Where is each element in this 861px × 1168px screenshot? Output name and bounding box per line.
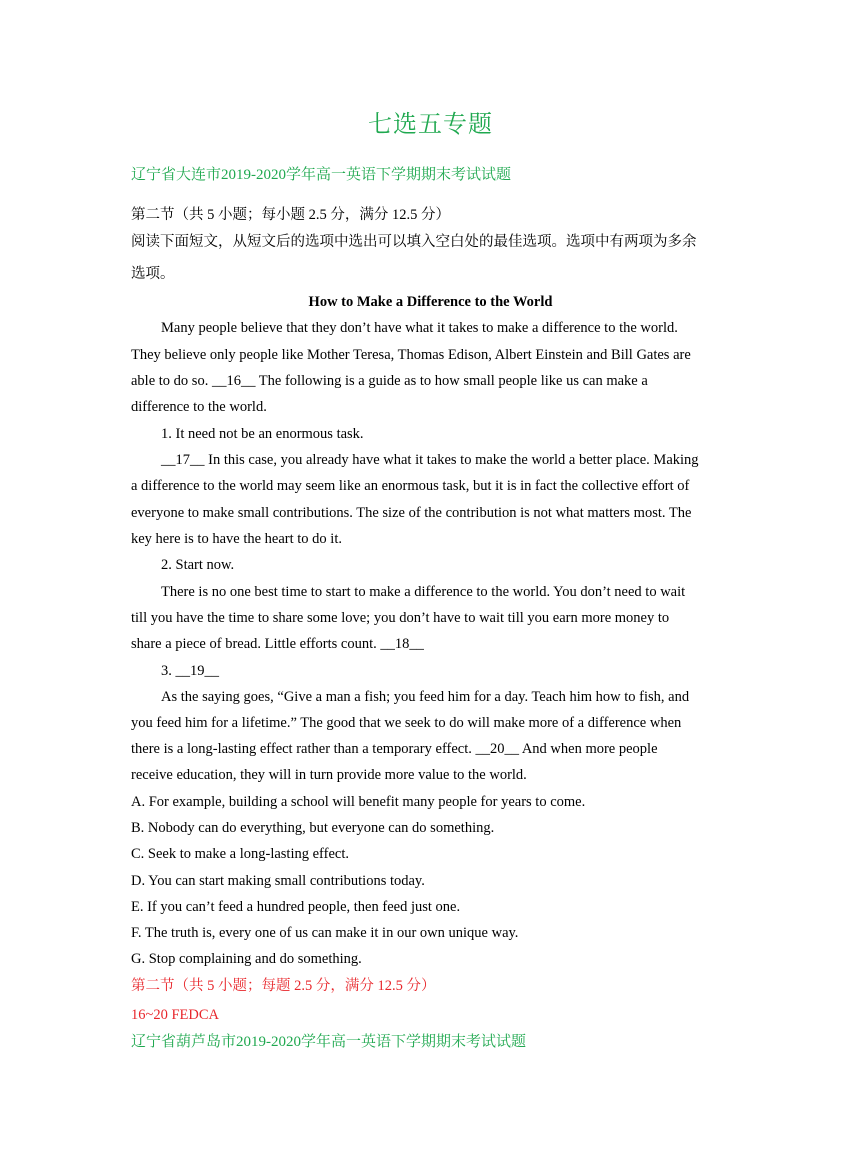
option-e: E. If you can’t feed a hundred people, then feed just one. [131, 899, 461, 915]
passage-line: They believe only people like Mother Teresa, Thomas Edison, Albert Einstein and Bill Gates are [131, 347, 691, 363]
page-title: 七选五专题 [368, 112, 493, 138]
passage-line: 2. Start now. [161, 557, 235, 573]
passage-line: As the saying goes, “Give a man a fish; you feed him for a day. Teach him how to fish, and [161, 689, 690, 705]
option-c: C. Seek to make a long-lasting effect. [131, 846, 349, 862]
passage-line: share a piece of bread. Little efforts count. __18__ [131, 636, 424, 652]
option-a: A. For example, building a school will benefit many people for years to come. [131, 794, 586, 810]
passage-line: __17__ In this case, you already have what it takes to make the world a better place. Making [161, 452, 699, 468]
passage-line: difference to the world. [131, 399, 267, 415]
option-g: G. Stop complaining and do something. [131, 951, 362, 967]
option-b: B. Nobody can do everything, but everyone can do something. [131, 820, 495, 836]
passage-title: How to Make a Difference to the World [308, 294, 553, 310]
passage-line: till you have the time to share some love; you don’t have to wait till you earn more money to [131, 610, 670, 626]
passage-line: key here is to have the heart to do it. [131, 531, 342, 547]
passage-line: receive education, they will in turn provide more value to the world. [131, 767, 527, 783]
option-d: D. You can start making small contributions today. [131, 873, 425, 889]
passage-line: there is a long-lasting effect rather than a temporary effect. __20__ And when more people [131, 741, 658, 757]
instructions-line: 选项。 [131, 266, 175, 282]
source-heading-2: 辽宁省葫芦岛市2019-2020学年高一英语下学期期末考试试题 [131, 1034, 526, 1050]
instructions-line: 阅读下面短文，从短文后的选项中选出可以填入空白处的最佳选项。选项中有两项为多余 [131, 234, 697, 250]
option-f: F. The truth is, every one of us can make it in our own unique way. [131, 925, 519, 941]
passage-line: able to do so. __16__ The following is a guide as to how small people like us can make a [131, 373, 648, 389]
answer-heading: 第二节（共 5 小题；每题 2.5 分，满分 12.5 分） [131, 978, 436, 994]
passage-line: 1. It need not be an enormous task. [161, 426, 364, 442]
passage-line: There is no one best time to start to make a difference to the world. You don’t need to wait [161, 584, 686, 600]
source-heading-1: 辽宁省大连市2019-2020学年高一英语下学期期末考试试题 [131, 167, 511, 183]
section-heading: 第二节（共 5 小题；每小题 2.5 分，满分 12.5 分） [131, 207, 450, 223]
passage-line: a difference to the world may seem like an enormous task, but it is in fact the collective effort of [131, 478, 690, 494]
answer-key: 16~20 FEDCA [131, 1007, 220, 1023]
passage-line: Many people believe that they don’t have what it takes to make a difference to the world. [161, 320, 678, 336]
passage-line: 3. __19__ [161, 663, 219, 679]
passage-line: everyone to make small contributions. The size of the contribution is not what matters most. The [131, 505, 692, 521]
passage-line: you feed him for a lifetime.” The good that we seek to do will make more of a difference when [131, 715, 682, 731]
